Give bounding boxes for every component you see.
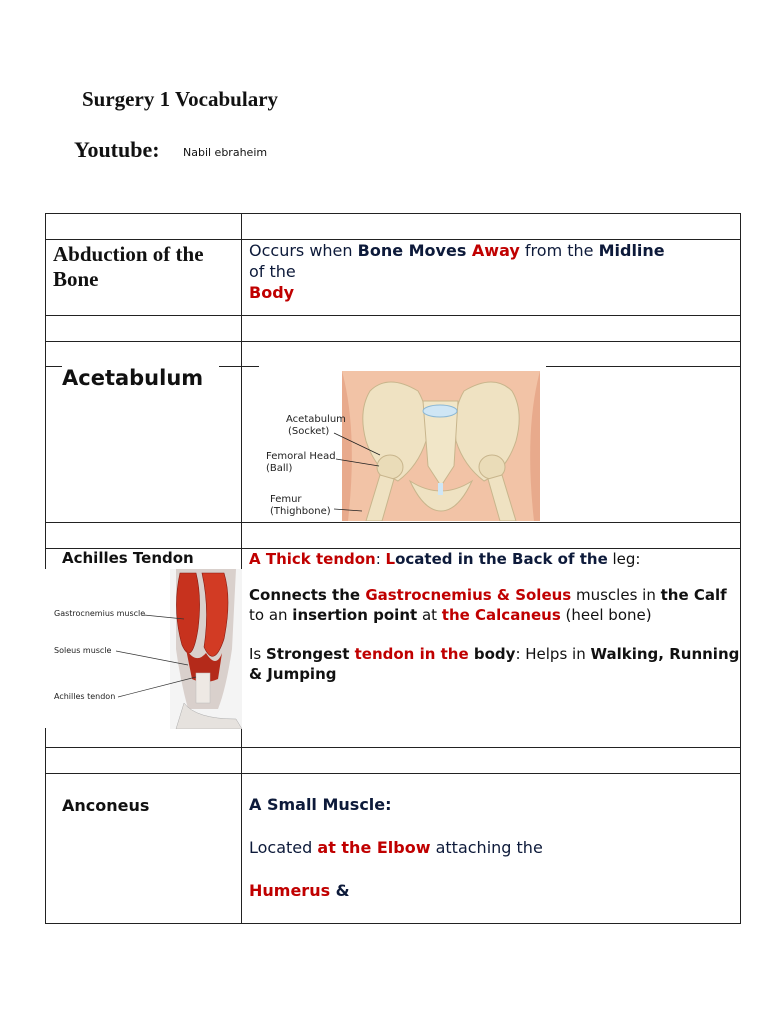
table-row-empty [46, 214, 741, 240]
table-row-empty [46, 316, 741, 342]
table-row-anconeus [46, 774, 741, 924]
def-text: Strongest [266, 645, 350, 663]
def-highlight: at the Elbow [317, 838, 431, 857]
divider [46, 366, 62, 367]
def-text: attaching the [430, 838, 543, 857]
definition-abduction [242, 240, 740, 303]
def-text: Bone Moves [357, 241, 472, 260]
def-text: Occurs when [249, 241, 358, 260]
def-text: : Helps in [515, 645, 591, 663]
definition-achilles-tendon [242, 549, 740, 684]
table-row-empty [46, 523, 741, 549]
def-text: insertion point [292, 606, 418, 624]
term-acetabulum: Acetabulum [62, 366, 204, 390]
table-row-achilles [46, 549, 741, 748]
def-highlight: the Calcaneus [441, 606, 561, 624]
label-femur: Femur [270, 494, 302, 505]
divider [546, 366, 740, 367]
label-socket: (Socket) [288, 426, 330, 437]
def-highlight: Gastrocnemius & Soleus [365, 586, 572, 604]
table-row-empty [46, 748, 741, 774]
def-text: A Small Muscle: [249, 795, 392, 814]
def-text: Is [249, 645, 267, 663]
def-text: from the [519, 241, 599, 260]
def-text: Midline [598, 241, 665, 260]
label-achilles-tendon: Achilles tendon [54, 692, 116, 701]
def-text: Located [249, 838, 318, 857]
youtube-channel: Nabil ebraheim [183, 146, 268, 159]
def-highlight: L [385, 550, 396, 568]
label-soleus: Soleus muscle [54, 646, 112, 655]
def-text: & [330, 881, 350, 900]
label-ball: (Ball) [266, 463, 293, 474]
def-highlight: Humerus [249, 881, 331, 900]
def-text: the Calf [660, 586, 727, 604]
def-text: of the [249, 262, 296, 281]
def-text: to an [249, 606, 293, 624]
def-text: Walking, Running & Jumping [249, 645, 740, 683]
def-text: muscles in [571, 586, 661, 604]
def-highlight: Body [249, 283, 295, 302]
page-title: Surgery 1 Vocabulary [82, 87, 279, 111]
term-abduction: Abduction of the Bone [53, 242, 204, 291]
table-row-acetabulum [46, 342, 741, 523]
def-text: Connects the [249, 586, 366, 604]
term-anconeus: Anconeus [62, 796, 150, 815]
label-thighbone: (Thighbone) [270, 506, 331, 517]
label-femoral-head: Femoral Head [266, 451, 336, 462]
table-row-abduction [46, 240, 741, 316]
term-achilles-tendon: Achilles Tendon [62, 549, 194, 567]
label-gastrocnemius: Gastrocnemius muscle [54, 609, 146, 618]
def-text: at [417, 606, 442, 624]
def-highlight: tendon in the [349, 645, 469, 663]
calf-muscles-illustration [46, 569, 242, 729]
label-acetabulum: Acetabulum [286, 414, 346, 425]
def-text: (heel bone) [560, 606, 652, 624]
def-text: body [468, 645, 516, 663]
def-text: leg: [607, 550, 641, 568]
definition-anconeus [242, 774, 740, 902]
def-highlight: Away [471, 241, 520, 260]
vocabulary-table [45, 213, 741, 924]
youtube-label: Youtube: [74, 137, 160, 162]
def-text: ocated in the Back of the [395, 550, 608, 568]
def-text: : [375, 550, 386, 568]
def-highlight: A Thick tendon [249, 550, 376, 568]
pelvis-illustration [258, 371, 558, 521]
